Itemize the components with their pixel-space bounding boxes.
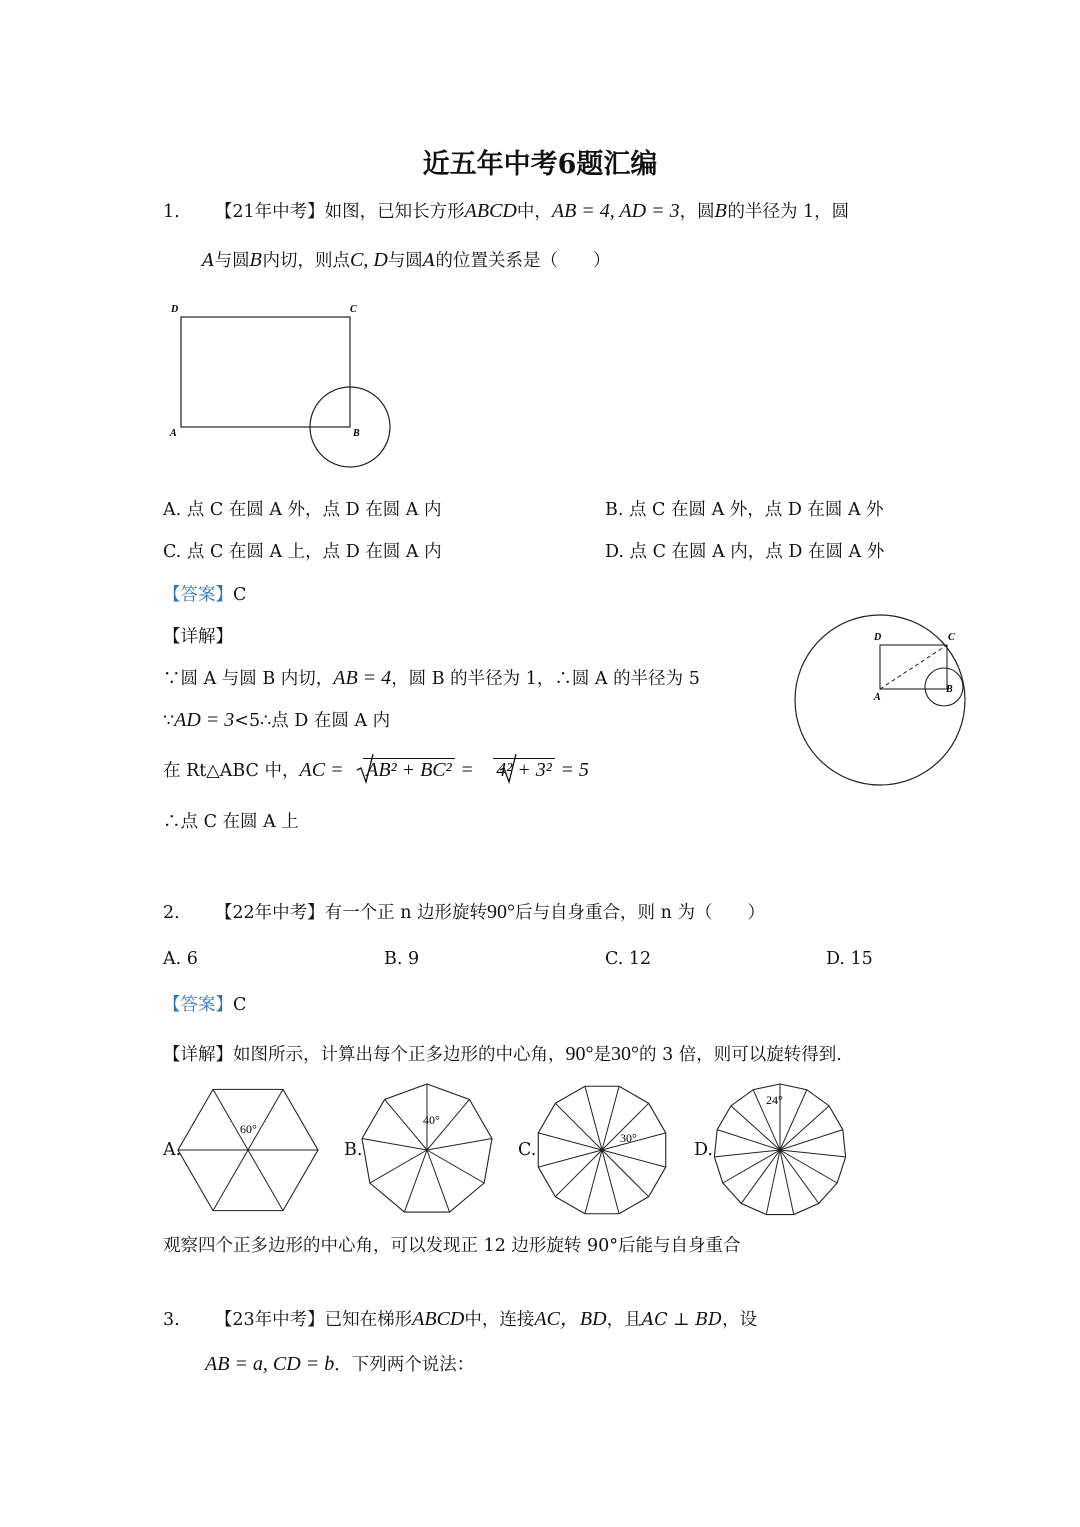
polygon-spoke — [780, 1130, 843, 1150]
question-source: 【21年中考】 — [214, 202, 325, 222]
option-c: C. 点 C 在圆 A 上，点 D 在圆 A 内 — [163, 542, 442, 562]
polygon-spoke — [213, 1089, 248, 1150]
svg-text:A: A — [874, 692, 881, 703]
math-condition: AB = 4, AD = 3 — [551, 200, 680, 222]
poly-label-a: A. — [163, 1140, 182, 1160]
polygon-spoke — [555, 1103, 602, 1150]
q2-option-c: C. 12 — [605, 949, 652, 969]
page-title: 近五年中考6题汇编 — [422, 149, 658, 180]
poly-label-b: B. — [344, 1140, 363, 1160]
option-d: D. 点 C 在圆 A 内，点 D 在圆 A 外 — [605, 542, 885, 562]
polygon-spoke — [362, 1139, 427, 1150]
label-D: D — [171, 304, 179, 315]
polygon-spoke — [780, 1090, 807, 1150]
polygon-spoke — [427, 1150, 484, 1183]
option-b: B. 点 C 在圆 A 外，点 D 在圆 A 外 — [605, 500, 884, 520]
polygon-spoke — [213, 1150, 248, 1211]
solution-line-1: ∵圆 A 与圆 B 内切，AB = 4，圆 B 的半径为 1，∴圆 A 的半径为 5 — [163, 667, 700, 689]
polygon-spoke — [427, 1139, 492, 1150]
question-1-stem-line1: 1. 【21年中考】如图，已知长方形ABCD中，AB = 4, AD = 3，圆B的半径为 1，圆 — [163, 200, 850, 222]
question-3-stem-line2: AB = a, CD = b．下列两个说法： — [205, 1353, 475, 1375]
sqrt-1: AB² + BC² — [363, 758, 454, 781]
solution-line-4: ∴点 C 在圆 A 上 — [163, 812, 299, 832]
q2-answer-line: 【答案】C — [163, 995, 247, 1015]
svg-text:D: D — [874, 632, 882, 643]
polygon-spoke — [385, 1099, 427, 1150]
polygon-spoke — [427, 1150, 450, 1212]
label-A: A — [170, 428, 177, 439]
nonagon-figure — [355, 1078, 505, 1228]
polygon-spoke — [538, 1150, 602, 1167]
polygon-spoke — [585, 1150, 602, 1214]
sqrt-sign-1 — [355, 752, 375, 784]
polygon-spoke — [731, 1106, 780, 1150]
polygon-spoke — [248, 1089, 283, 1150]
q2-conclusion: 观察四个正多边形的中心角，可以发现正 12 边形旋转 90°后能与自身重合 — [163, 1236, 741, 1256]
poly-label-d: D. — [694, 1140, 713, 1160]
answer-tag: 【答案】 — [163, 585, 233, 605]
label-C: C — [350, 304, 357, 315]
polygon-spoke — [602, 1150, 666, 1167]
polygon-spoke — [370, 1150, 427, 1183]
polygon-spoke — [248, 1150, 283, 1211]
option-a: A. 点 C 在圆 A 外，点 D 在圆 A 内 — [163, 500, 442, 520]
pentadecagon-figure — [708, 1078, 858, 1228]
question-2-stem: 2. 【22年中考】有一个正 n 边形旋转90°后与自身重合，则 n 为（ ） — [163, 901, 765, 923]
q2-detail: 【详解】如图所示，计算出每个正多边形的中心角，90°是30°的 3 倍，则可以旋转得到. — [163, 1043, 842, 1065]
polygon-spoke — [602, 1150, 649, 1197]
q2-option-d: D. 15 — [826, 949, 873, 969]
q2-option-b: B. 9 — [384, 949, 420, 969]
polygon-spoke — [780, 1106, 829, 1150]
polygon-spoke — [602, 1086, 619, 1150]
angle-label-30: 30° — [620, 1131, 637, 1145]
polygon-spoke — [555, 1150, 602, 1197]
hexagon-figure — [170, 1078, 330, 1228]
solution-figure — [790, 612, 970, 792]
svg-text:B: B — [946, 684, 953, 695]
question-3-stem-line1: 3. 【23年中考】已知在梯形ABCD中，连接AC，BD，且AC ⊥ BD，设 — [163, 1308, 758, 1330]
sqrt-sign-2 — [498, 752, 518, 784]
answer-line — [163, 581, 246, 606]
polygon-spoke — [602, 1150, 619, 1214]
rectangle-circle-figure — [165, 298, 405, 478]
question-number: 1. — [163, 202, 180, 222]
polygon-spoke — [538, 1133, 602, 1150]
sqrt-2: 4² + 3² — [493, 758, 555, 781]
q2-option-a: A. 6 — [163, 949, 198, 969]
detail-tag: 【详解】 — [163, 627, 233, 647]
dodecagon-figure — [530, 1078, 680, 1228]
poly-label-c: C. — [518, 1140, 537, 1160]
polygon-spoke — [585, 1086, 602, 1150]
question-1-stem-line2: A与圆B内切，则点C, D与圆A的位置关系是（ ） — [202, 249, 611, 271]
angle-label-60: 60° — [240, 1122, 257, 1136]
polygon-spoke — [404, 1150, 427, 1212]
solution-line-3: 在 Rt△ABC 中，AC = AB² + BC² = 4² + 3² = 5 — [163, 759, 589, 781]
angle-label-24: 24° — [766, 1093, 783, 1107]
angle-label-40: 40° — [423, 1113, 440, 1127]
svg-text:C: C — [948, 632, 955, 643]
label-B: B — [353, 428, 360, 439]
answer-value: C — [233, 585, 247, 605]
polygon-spoke — [717, 1130, 780, 1150]
solution-line-2: ∵AD = 3<5∴点 D 在圆 A 内 — [163, 709, 391, 731]
